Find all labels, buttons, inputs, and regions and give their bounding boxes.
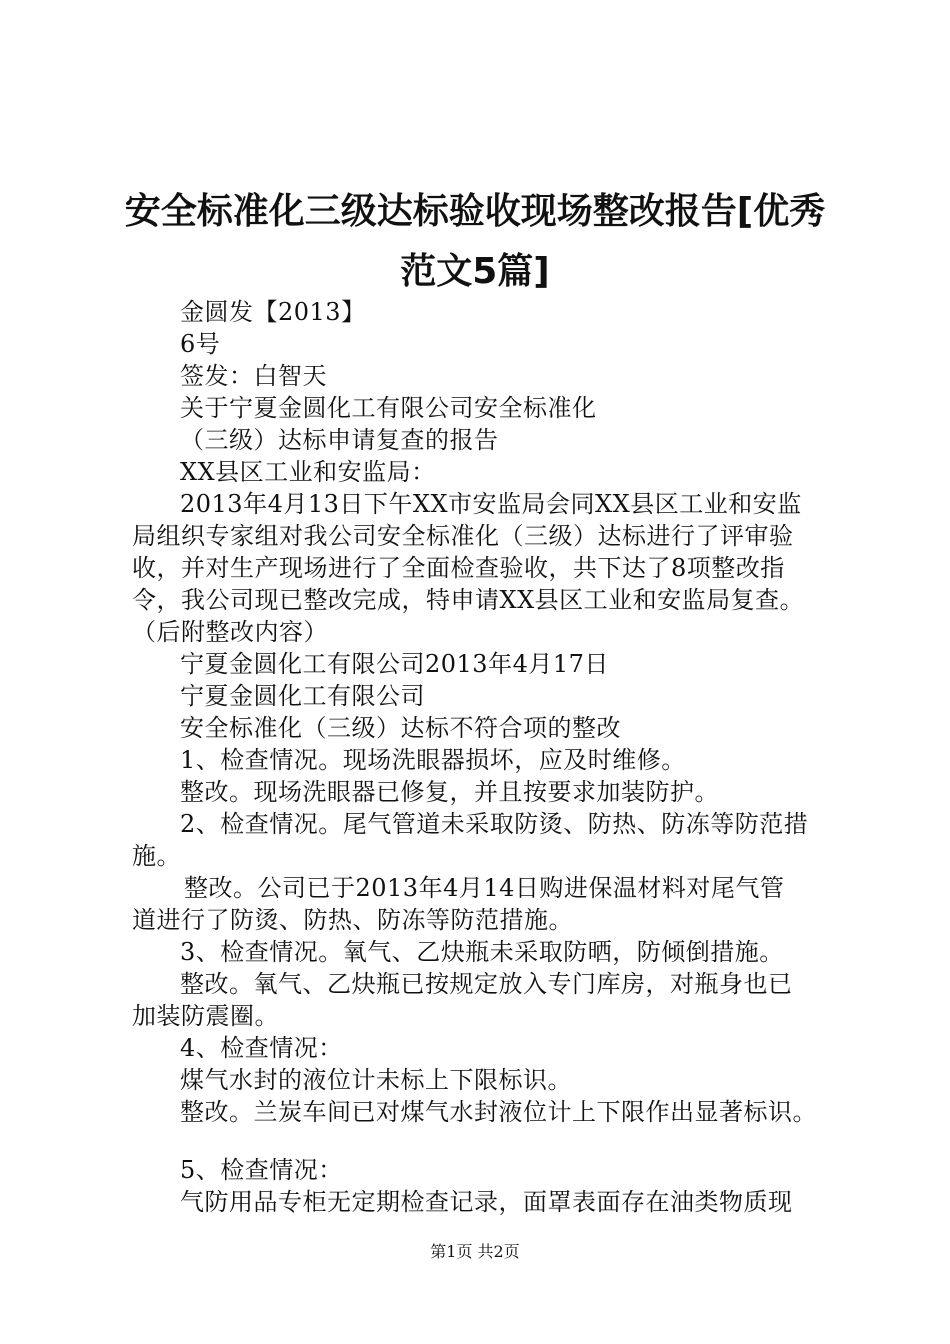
item-rectification-continued: 道进行了防烫、防热、防冻等防范措施。 bbox=[132, 906, 573, 934]
body-paragraph-line: 2013年4月13日下午XX市安监局会同XX县区工业和安监 bbox=[180, 490, 802, 518]
body-paragraph-line: 局组织专家组对我公司安全标准化（三级）达标进行了评审验 bbox=[132, 522, 794, 550]
signer: 签发：白智天 bbox=[180, 362, 327, 390]
item-finding: 2、检查情况。尾气管道未采取防烫、防热、防冻等防范措 bbox=[180, 810, 809, 838]
item-finding: 3、检查情况。氧气、乙炔瓶未采取防晒，防倾倒措施。 bbox=[180, 938, 784, 966]
recipient: XX县区工业和安监局： bbox=[180, 458, 436, 486]
item-rectification: 整改。兰炭车间已对煤气水封液位计上下限作出显著标识。 bbox=[180, 1098, 817, 1126]
doc-number: 金圆发【2013】 bbox=[180, 298, 366, 326]
item-rectification: 整改。氧气、乙炔瓶已按规定放入专门库房，对瓶身也已 bbox=[180, 970, 793, 998]
subject-line-2: （三级）达标申请复查的报告 bbox=[180, 426, 499, 454]
body-paragraph-line: 令，我公司现已整改完成，特申请XX县区工业和安监局复查。 bbox=[132, 586, 805, 614]
item-rectification: 整改。现场洗眼器已修复，并且按要求加装防护。 bbox=[180, 778, 719, 806]
body-paragraph-line: 收，并对生产现场进行了全面检查验收，共下达了8项整改指 bbox=[132, 554, 785, 582]
section-heading: 安全标准化（三级）达标不符合项的整改 bbox=[180, 714, 621, 742]
document-title-line-2: 范文5篇] bbox=[400, 251, 550, 292]
page-number-footer: 第1页 共2页 bbox=[430, 1242, 520, 1261]
subject-line-1: 关于宁夏金圆化工有限公司安全标准化 bbox=[180, 394, 597, 422]
item-finding: 1、检查情况。现场洗眼器损坏，应及时维修。 bbox=[180, 746, 686, 774]
item-finding-detail: 煤气水封的液位计未标上下限标识。 bbox=[180, 1066, 572, 1094]
signature-date: 宁夏金圆化工有限公司2013年4月17日 bbox=[180, 650, 609, 678]
item-finding: 4、检查情况： bbox=[180, 1034, 343, 1062]
section-company: 宁夏金圆化工有限公司 bbox=[180, 682, 425, 710]
item-finding-detail: 气防用品专柜无定期检查记录，面罩表面存在油类物质现 bbox=[180, 1188, 793, 1216]
item-rectification: 整改。公司已于2013年4月14日购进保温材料对尾气管 bbox=[184, 874, 785, 902]
item-finding-continued: 施。 bbox=[132, 842, 181, 870]
item-rectification-continued: 加装防震圈。 bbox=[132, 1002, 279, 1030]
document-title-line-1: 安全标准化三级达标验收现场整改报告[优秀 bbox=[124, 191, 826, 232]
body-paragraph-line: （后附整改内容） bbox=[132, 618, 328, 646]
item-finding: 5、检查情况： bbox=[180, 1156, 343, 1184]
doc-number-suffix: 6号 bbox=[180, 330, 221, 358]
